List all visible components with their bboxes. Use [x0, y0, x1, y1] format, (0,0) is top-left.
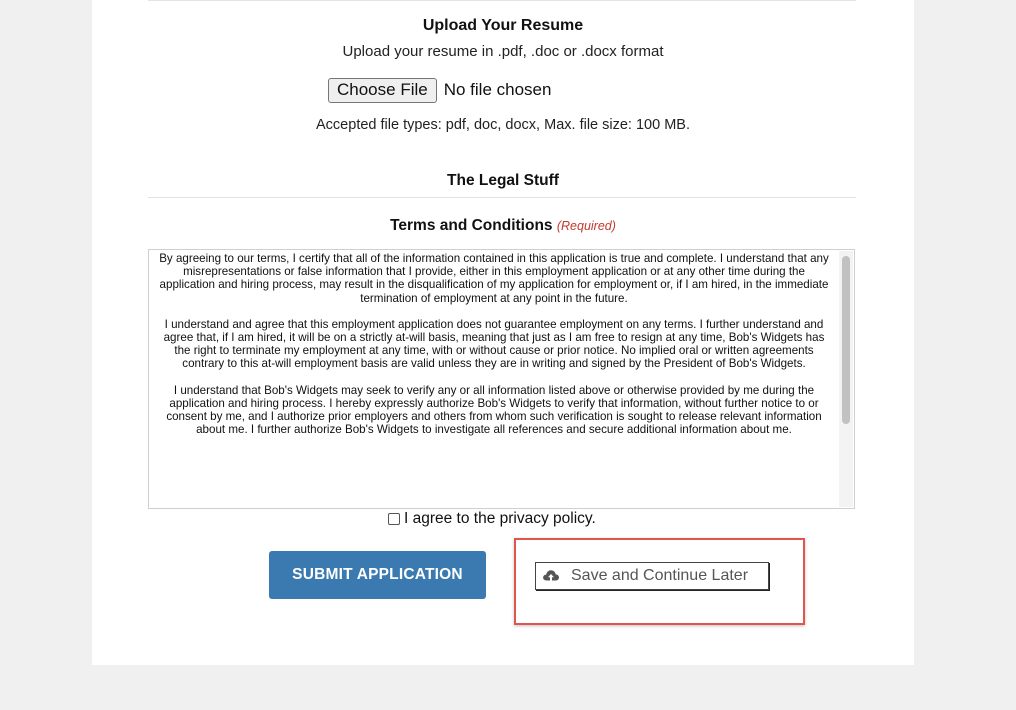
terms-textarea[interactable]	[148, 249, 855, 509]
cloud-upload-icon	[542, 568, 560, 584]
privacy-checkbox[interactable]	[388, 513, 400, 525]
top-divider	[148, 0, 856, 1]
file-status-text: No file chosen	[443, 80, 552, 99]
terms-content	[154, 252, 834, 449]
terms-paragraph: By agreeing to our terms, I certify that all of the information contained in this application is true and complete. I understand that any misrepresentations or false information that I provide, either in this employment application or at any other time during the application and hiring process, may result in the disqualification of my application for employment or, if I am hired, in the immediate termination of employment at any point in the future.	[159, 252, 829, 305]
accepted-file-types: Accepted file types: pdf, doc, docx, Max. file size: 100 MB.	[316, 117, 690, 133]
upload-resume-title: Upload Your Resume	[422, 17, 584, 34]
terms-paragraph: I understand that Bob's Widgets may seek to verify any or all information listed above or otherwise provided by me during the application and hiring process. I hereby expressly authorize Bob's Widgets to verify that information, without further notice to or consent by me, and I authorize prior employers and others from whom such verification is sought to release relevant information about me. I further authorize Bob's Widgets to investigate all references and secure additional information about me.	[166, 383, 822, 437]
terms-heading	[92, 217, 914, 235]
legal-section-heading: The Legal Stuff	[447, 172, 559, 189]
upload-resume-description: Upload your resume in .pdf, .doc or .docx format	[342, 43, 664, 60]
application-form-card	[92, 0, 914, 665]
privacy-agree-label: I agree to the privacy policy.	[404, 510, 596, 527]
terms-paragraph: I understand and agree that this employment application does not guarantee employment on any terms. I further understand and agree that, if I am hired, it will be on a strictly at-will basis, meaning that just as I am free to resign at any time, Bob's Widgets has the right to terminate my employment at any time, with or without cause or prior notice. No implied oral or written agreements contrary to this at-will employment basis are valid unless they are in writing and signed by the President of Bob's Widgets.	[163, 317, 825, 371]
terms-heading-label: Terms and Conditions	[390, 217, 553, 234]
privacy-agree-row[interactable]	[388, 510, 596, 528]
choose-file-button[interactable]: Choose File	[328, 78, 437, 103]
legal-divider	[148, 197, 856, 198]
submit-application-button[interactable]: SUBMIT APPLICATION	[269, 551, 486, 599]
terms-scrollbar-thumb[interactable]	[842, 256, 850, 424]
terms-scrollbar[interactable]	[839, 251, 853, 507]
file-input	[328, 77, 551, 103]
save-continue-label: Save and Continue Later	[571, 567, 749, 584]
save-continue-later-button[interactable]	[535, 562, 769, 590]
required-label: (Required)	[556, 219, 616, 233]
